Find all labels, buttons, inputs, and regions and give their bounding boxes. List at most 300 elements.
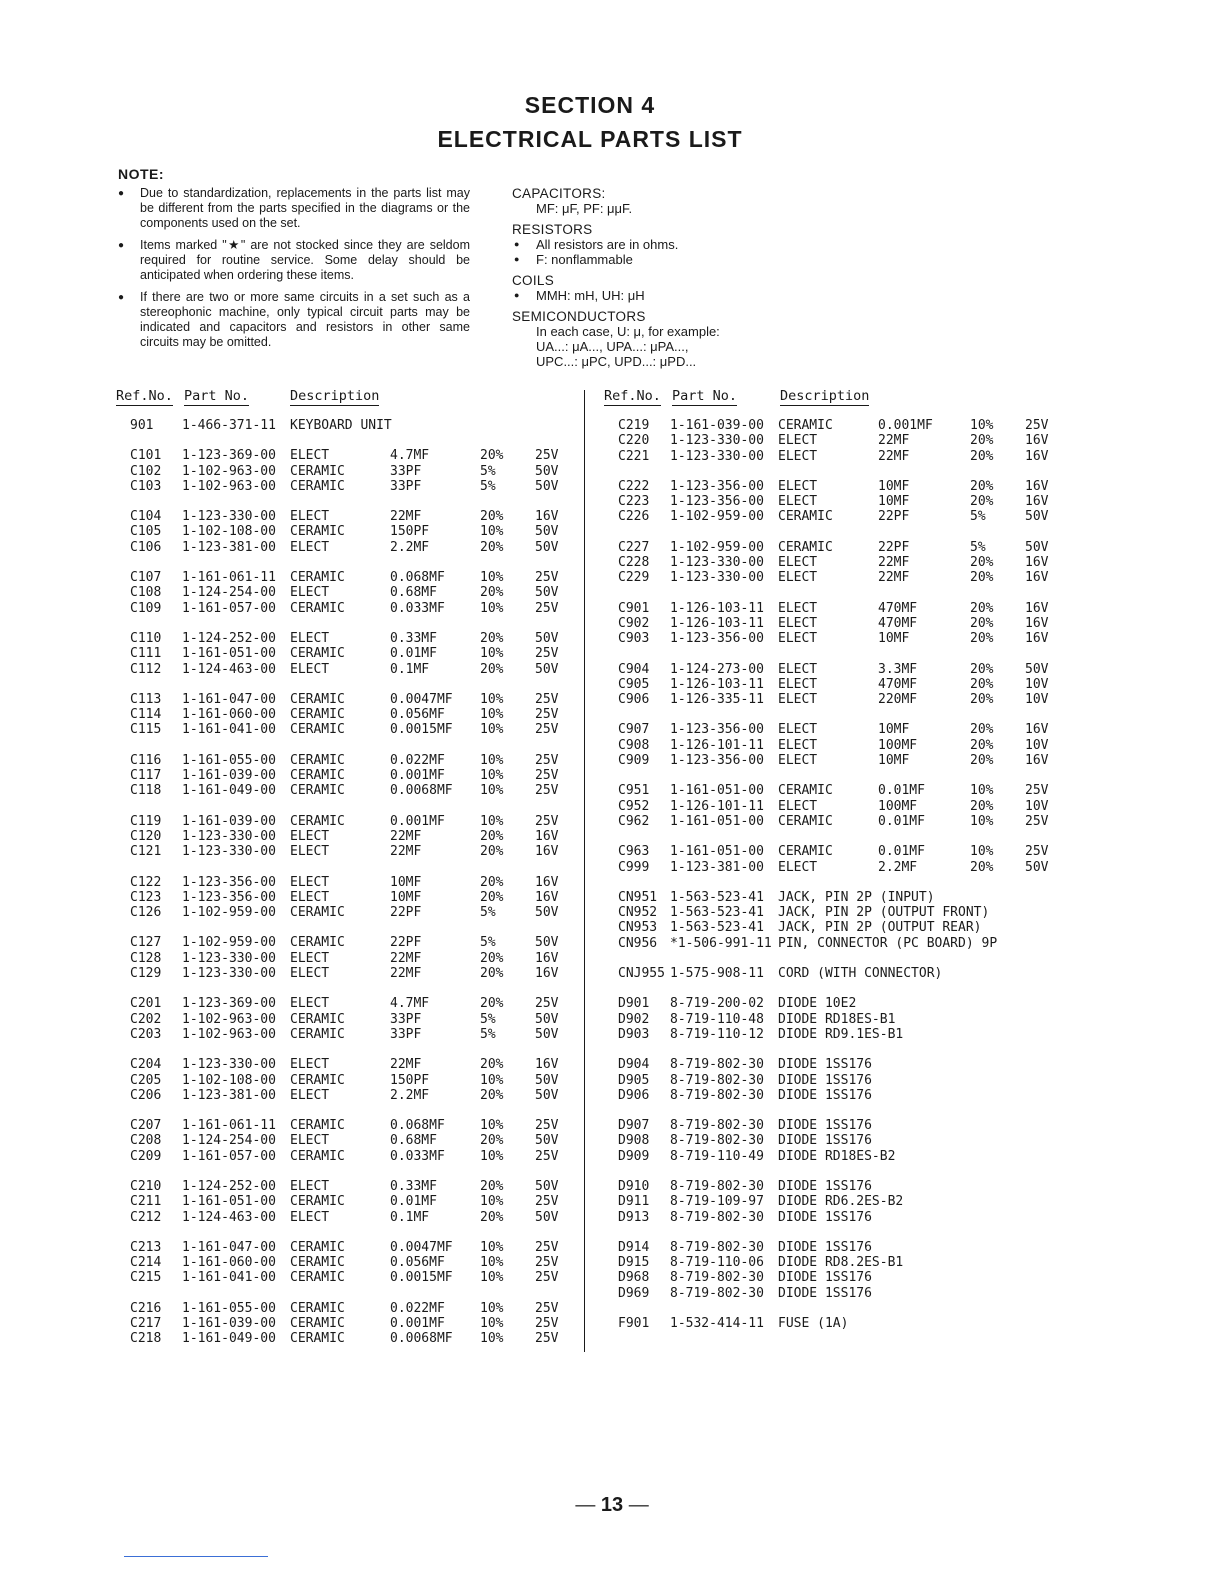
description-cell: DIODE 1SS176 xyxy=(778,1285,872,1301)
ref-no-cell: C104 xyxy=(130,509,162,525)
ref-no-cell: C120 xyxy=(130,828,162,844)
value-cell: 0.01MF xyxy=(390,646,437,662)
part-no-cell: 8-719-802-30 xyxy=(670,1133,764,1149)
tolerance-cell: 20% xyxy=(480,844,504,860)
table-row xyxy=(618,418,1058,433)
value-cell: 0.01MF xyxy=(878,844,925,860)
part-no-cell: 8-719-110-12 xyxy=(670,1026,764,1042)
description-cell: ELECT xyxy=(290,966,330,982)
description-cell: CERAMIC xyxy=(290,1239,345,1255)
abbreviation-legend xyxy=(512,186,812,369)
table-row xyxy=(618,890,1058,905)
table-row xyxy=(130,722,570,737)
ref-no-cell: C201 xyxy=(130,996,162,1012)
table-row xyxy=(130,1012,570,1027)
voltage-cell: 16V xyxy=(1025,478,1049,494)
ref-no-cell: C210 xyxy=(130,1178,162,1194)
table-row xyxy=(618,996,1058,1011)
part-no-cell: 1-161-057-00 xyxy=(182,600,276,616)
parts-group xyxy=(618,966,1058,981)
part-no-cell: 8-719-802-30 xyxy=(670,1118,764,1134)
tolerance-cell: 5% xyxy=(480,1026,496,1042)
table-row xyxy=(618,601,1058,616)
parts-group xyxy=(618,722,1058,768)
right-parts-column xyxy=(618,418,1058,1346)
part-no-cell: 1-161-051-00 xyxy=(670,844,764,860)
tolerance-cell: 10% xyxy=(480,646,504,662)
tolerance-cell: 10% xyxy=(970,844,994,860)
description-cell: CERAMIC xyxy=(290,768,345,784)
description-cell: CERAMIC xyxy=(290,1270,345,1286)
description-cell: CERAMIC xyxy=(290,463,345,479)
value-cell: 22MF xyxy=(878,555,910,571)
part-no-cell: 1-161-039-00 xyxy=(182,768,276,784)
description-cell: JACK, PIN 2P (OUTPUT REAR) xyxy=(778,920,982,936)
table-row xyxy=(618,509,1058,524)
part-no-cell: 1-126-101-11 xyxy=(670,737,764,753)
parts-group xyxy=(618,418,1058,464)
table-row xyxy=(618,1133,1058,1148)
page-dash: — xyxy=(628,1494,649,1516)
part-no-cell: 8-719-110-06 xyxy=(670,1255,764,1271)
page-number xyxy=(0,1494,1224,1517)
part-no-cell: 1-161-051-00 xyxy=(670,783,764,799)
value-cell: 0.68MF xyxy=(390,585,437,601)
tolerance-cell: 20% xyxy=(480,661,504,677)
description-cell: CERAMIC xyxy=(290,478,345,494)
table-row xyxy=(130,1316,570,1331)
parts-group xyxy=(130,509,570,555)
tolerance-cell: 10% xyxy=(480,524,504,540)
value-cell: 10MF xyxy=(390,874,422,890)
part-no-cell: 1-161-055-00 xyxy=(182,1300,276,1316)
description-cell: DIODE RD6.2ES-B2 xyxy=(778,1194,904,1210)
table-row xyxy=(618,1012,1058,1027)
part-no-cell: 1-161-051-00 xyxy=(670,813,764,829)
part-no-cell: 1-126-103-11 xyxy=(670,600,764,616)
part-no-cell: 1-161-061-11 xyxy=(182,1118,276,1134)
tolerance-cell: 10% xyxy=(480,570,504,586)
description-cell: ELECT xyxy=(290,661,330,677)
voltage-cell: 16V xyxy=(1025,722,1049,738)
table-row xyxy=(130,1331,570,1346)
tolerance-cell: 10% xyxy=(970,783,994,799)
ref-no-cell: D907 xyxy=(618,1118,650,1134)
table-row xyxy=(618,692,1058,707)
part-no-cell: 1-123-330-00 xyxy=(670,570,764,586)
parts-group xyxy=(130,814,570,860)
table-row xyxy=(130,1027,570,1042)
part-no-cell: 1-102-108-00 xyxy=(182,1072,276,1088)
value-cell: 2.2MF xyxy=(390,539,430,555)
part-no-cell: 1-563-523-41 xyxy=(670,889,764,905)
table-row xyxy=(130,1133,570,1148)
tolerance-cell: 20% xyxy=(970,661,994,677)
value-cell: 22MF xyxy=(390,828,422,844)
parts-group xyxy=(618,1316,1058,1331)
voltage-cell: 25V xyxy=(1025,418,1049,433)
value-cell: 0.1MF xyxy=(390,1209,430,1225)
voltage-cell: 25V xyxy=(535,1316,559,1332)
voltage-cell: 50V xyxy=(535,935,559,951)
table-row xyxy=(618,494,1058,509)
value-cell: 10MF xyxy=(878,478,910,494)
description-cell: ELECT xyxy=(778,570,818,586)
description-cell: ELECT xyxy=(778,448,818,464)
table-row xyxy=(130,1088,570,1103)
table-row xyxy=(618,966,1058,981)
value-cell: 470MF xyxy=(878,676,918,692)
part-no-cell: 1-102-108-00 xyxy=(182,524,276,540)
tolerance-cell: 10% xyxy=(480,1148,504,1164)
table-row xyxy=(618,738,1058,753)
tolerance-cell: 20% xyxy=(480,996,504,1012)
table-row xyxy=(130,479,570,494)
ref-no-cell: C906 xyxy=(618,692,650,708)
description-cell: ELECT xyxy=(290,539,330,555)
description-cell: DIODE 10E2 xyxy=(778,996,857,1012)
table-row xyxy=(618,570,1058,585)
part-no-cell: 1-161-047-00 xyxy=(182,1239,276,1255)
description-cell: ELECT xyxy=(290,828,330,844)
description-cell: CERAMIC xyxy=(290,752,345,768)
value-cell: 0.0068MF xyxy=(390,1331,453,1347)
part-no-cell: 1-532-414-11 xyxy=(670,1316,764,1332)
ref-no-cell: CN953 xyxy=(618,920,658,936)
ref-no-cell: C129 xyxy=(130,966,162,982)
parts-group xyxy=(130,631,570,677)
description-cell: ELECT xyxy=(778,692,818,708)
voltage-cell: 25V xyxy=(1025,783,1049,799)
tolerance-cell: 20% xyxy=(970,448,994,464)
value-cell: 10MF xyxy=(390,889,422,905)
coils-item: ● MMH: mH, UH: μH xyxy=(512,288,812,303)
part-no-cell: 8-719-802-30 xyxy=(670,1178,764,1194)
voltage-cell: 16V xyxy=(535,889,559,905)
ref-no-cell: C204 xyxy=(130,1057,162,1073)
ref-no-cell: C207 xyxy=(130,1118,162,1134)
part-no-cell: 8-719-802-30 xyxy=(670,1239,764,1255)
part-no-cell: 1-123-330-00 xyxy=(182,509,276,525)
part-no-cell: 1-123-330-00 xyxy=(182,844,276,860)
table-row xyxy=(130,464,570,479)
voltage-cell: 16V xyxy=(1025,600,1049,616)
table-row xyxy=(130,1270,570,1285)
description-cell: DIODE 1SS176 xyxy=(778,1178,872,1194)
voltage-cell: 16V xyxy=(535,1057,559,1073)
description-cell: JACK, PIN 2P (OUTPUT FRONT) xyxy=(778,905,990,921)
description-cell: CERAMIC xyxy=(290,1316,345,1332)
description-cell: ELECT xyxy=(778,676,818,692)
ref-no-cell: C105 xyxy=(130,524,162,540)
ref-no-cell: C901 xyxy=(618,600,650,616)
voltage-cell: 50V xyxy=(1025,539,1049,555)
description-cell: CERAMIC xyxy=(778,539,833,555)
voltage-cell: 50V xyxy=(535,463,559,479)
resistors-item: ● All resistors are in ohms. xyxy=(512,237,812,252)
tolerance-cell: 20% xyxy=(480,874,504,890)
ref-no-cell: C111 xyxy=(130,646,162,662)
value-cell: 10MF xyxy=(878,722,910,738)
table-row xyxy=(130,646,570,661)
description-cell: DIODE 1SS176 xyxy=(778,1118,872,1134)
table-row xyxy=(130,1255,570,1270)
tolerance-cell: 10% xyxy=(480,1331,504,1347)
ref-no-cell: C107 xyxy=(130,570,162,586)
tolerance-cell: 5% xyxy=(480,478,496,494)
table-row xyxy=(618,1255,1058,1270)
tolerance-cell: 20% xyxy=(480,585,504,601)
table-row xyxy=(618,662,1058,677)
voltage-cell: 16V xyxy=(535,509,559,525)
part-no-cell: 1-126-103-11 xyxy=(670,615,764,631)
description-cell: DIODE 1SS176 xyxy=(778,1057,872,1073)
tolerance-cell: 20% xyxy=(970,798,994,814)
parts-group xyxy=(618,996,1058,1042)
description-cell: DIODE 1SS176 xyxy=(778,1239,872,1255)
description-cell: CERAMIC xyxy=(290,1026,345,1042)
table-row xyxy=(130,448,570,463)
part-no-cell: 1-161-049-00 xyxy=(182,1331,276,1347)
left-parts-column xyxy=(130,418,570,1362)
ref-no-cell: C218 xyxy=(130,1331,162,1347)
table-row xyxy=(130,1057,570,1072)
parts-group xyxy=(130,935,570,981)
value-cell: 0.33MF xyxy=(390,630,437,646)
description-cell: ELECT xyxy=(290,585,330,601)
part-no-cell: 1-102-959-00 xyxy=(182,905,276,921)
value-cell: 0.01MF xyxy=(390,1194,437,1210)
value-cell: 22MF xyxy=(390,950,422,966)
ref-no-cell: D905 xyxy=(618,1072,650,1088)
part-no-cell: 1-123-381-00 xyxy=(182,1087,276,1103)
voltage-cell: 10V xyxy=(1025,676,1049,692)
voltage-cell: 25V xyxy=(535,1331,559,1347)
table-row xyxy=(130,951,570,966)
ref-no-cell: C213 xyxy=(130,1239,162,1255)
description-cell: CERAMIC xyxy=(290,1118,345,1134)
value-cell: 2.2MF xyxy=(390,1087,430,1103)
value-cell: 0.056MF xyxy=(390,1255,445,1271)
tolerance-cell: 20% xyxy=(480,509,504,525)
description-header: Description xyxy=(780,388,870,404)
part-no-cell: 1-102-963-00 xyxy=(182,478,276,494)
ref-no-cell: C962 xyxy=(618,813,650,829)
tolerance-cell: 10% xyxy=(480,1270,504,1286)
value-cell: 10MF xyxy=(878,631,910,647)
description-cell: ELECT xyxy=(290,874,330,890)
voltage-cell: 50V xyxy=(535,539,559,555)
value-cell: 0.0015MF xyxy=(390,722,453,738)
semiconductors-heading: SEMICONDUCTORS xyxy=(512,309,646,324)
voltage-cell: 25V xyxy=(535,996,559,1012)
description-cell: CERAMIC xyxy=(290,1011,345,1027)
table-row xyxy=(618,860,1058,875)
part-no-cell: 1-126-103-11 xyxy=(670,676,764,692)
tolerance-cell: 20% xyxy=(480,448,504,464)
voltage-cell: 16V xyxy=(1025,448,1049,464)
part-no-cell: 1-123-330-00 xyxy=(670,433,764,449)
table-row xyxy=(130,1149,570,1164)
part-no-cell: 1-102-959-00 xyxy=(182,935,276,951)
voltage-cell: 50V xyxy=(1025,859,1049,875)
table-row xyxy=(130,540,570,555)
table-row xyxy=(618,449,1058,464)
description-cell: KEYBOARD UNIT xyxy=(290,418,392,433)
ref-no-cell: C905 xyxy=(618,676,650,692)
voltage-cell: 25V xyxy=(535,1148,559,1164)
value-cell: 33PF xyxy=(390,463,422,479)
description-cell: ELECT xyxy=(778,555,818,571)
value-cell: 0.0068MF xyxy=(390,783,453,799)
table-row xyxy=(618,936,1058,951)
tolerance-cell: 10% xyxy=(480,813,504,829)
value-cell: 0.001MF xyxy=(878,418,933,433)
part-no-cell: 1-123-356-00 xyxy=(670,494,764,510)
value-cell: 0.033MF xyxy=(390,600,445,616)
ref-no-cell: D906 xyxy=(618,1087,650,1103)
tolerance-cell: 10% xyxy=(970,418,994,433)
value-cell: 0.001MF xyxy=(390,768,445,784)
value-cell: 22MF xyxy=(878,570,910,586)
tolerance-cell: 10% xyxy=(480,1118,504,1134)
part-no-cell: 1-123-369-00 xyxy=(182,996,276,1012)
table-row xyxy=(618,1027,1058,1042)
voltage-cell: 25V xyxy=(535,1118,559,1134)
tolerance-cell: 10% xyxy=(480,722,504,738)
value-cell: 0.022MF xyxy=(390,752,445,768)
part-no-cell: 1-575-908-11 xyxy=(670,966,764,982)
part-no-cell: 8-719-802-30 xyxy=(670,1209,764,1225)
value-cell: 0.0015MF xyxy=(390,1270,453,1286)
part-no-cell: 1-124-273-00 xyxy=(670,661,764,677)
part-no-cell: 1-161-051-00 xyxy=(182,646,276,662)
part-no-cell: 1-123-356-00 xyxy=(670,478,764,494)
tolerance-cell: 20% xyxy=(480,539,504,555)
value-cell: 4.7MF xyxy=(390,448,430,464)
parts-group xyxy=(618,844,1058,875)
voltage-cell: 50V xyxy=(535,1178,559,1194)
table-row xyxy=(130,814,570,829)
voltage-cell: 50V xyxy=(535,1011,559,1027)
value-cell: 0.68MF xyxy=(390,1133,437,1149)
tolerance-cell: 20% xyxy=(970,570,994,586)
voltage-cell: 16V xyxy=(1025,433,1049,449)
ref-no-cell: C118 xyxy=(130,783,162,799)
ref-no-header: Ref.No. xyxy=(604,388,661,404)
table-row xyxy=(618,1316,1058,1331)
ref-no-cell: C903 xyxy=(618,631,650,647)
ref-no-cell: C229 xyxy=(618,570,650,586)
table-row xyxy=(130,585,570,600)
ref-no-cell: C108 xyxy=(130,585,162,601)
value-cell: 0.01MF xyxy=(878,813,925,829)
part-no-cell: 1-563-523-41 xyxy=(670,920,764,936)
description-cell: ELECT xyxy=(778,859,818,875)
part-no-cell: 1-126-335-11 xyxy=(670,692,764,708)
tolerance-cell: 20% xyxy=(480,966,504,982)
voltage-cell: 16V xyxy=(535,966,559,982)
tolerance-cell: 20% xyxy=(970,676,994,692)
tolerance-cell: 10% xyxy=(480,768,504,784)
voltage-cell: 25V xyxy=(535,707,559,723)
tolerance-cell: 10% xyxy=(480,1194,504,1210)
parts-group xyxy=(130,570,570,616)
voltage-cell: 10V xyxy=(1025,692,1049,708)
ref-no-cell: C109 xyxy=(130,600,162,616)
description-cell: CERAMIC xyxy=(290,1255,345,1271)
voltage-cell: 16V xyxy=(535,950,559,966)
description-cell: ELECT xyxy=(778,600,818,616)
part-no-cell: 1-161-060-00 xyxy=(182,1255,276,1271)
part-no-cell: 1-124-463-00 xyxy=(182,661,276,677)
table-row xyxy=(130,1210,570,1225)
parts-group xyxy=(618,540,1058,586)
ref-no-cell: C217 xyxy=(130,1316,162,1332)
description-cell: DIODE RD8.2ES-B1 xyxy=(778,1255,904,1271)
description-cell: DIODE 1SS176 xyxy=(778,1270,872,1286)
value-cell: 22MF xyxy=(390,966,422,982)
part-no-cell: 1-123-369-00 xyxy=(182,448,276,464)
tolerance-cell: 5% xyxy=(480,905,496,921)
table-row xyxy=(618,814,1058,829)
parts-group xyxy=(618,601,1058,647)
ref-no-cell: C963 xyxy=(618,844,650,860)
tolerance-cell: 20% xyxy=(970,600,994,616)
table-row xyxy=(618,540,1058,555)
tolerance-cell: 10% xyxy=(480,783,504,799)
table-row xyxy=(130,524,570,539)
tolerance-cell: 20% xyxy=(970,737,994,753)
ref-no-cell: D902 xyxy=(618,1011,650,1027)
parts-group xyxy=(618,1057,1058,1103)
ref-no-cell: C214 xyxy=(130,1255,162,1271)
description-cell: ELECT xyxy=(778,478,818,494)
value-cell: 0.068MF xyxy=(390,570,445,586)
value-cell: 0.001MF xyxy=(390,813,445,829)
voltage-cell: 25V xyxy=(535,570,559,586)
value-cell: 22MF xyxy=(390,1057,422,1073)
voltage-cell: 50V xyxy=(535,661,559,677)
part-no-cell: 1-102-963-00 xyxy=(182,1026,276,1042)
part-no-cell: 1-123-356-00 xyxy=(670,753,764,769)
value-cell: 470MF xyxy=(878,615,918,631)
value-cell: 3.3MF xyxy=(878,661,918,677)
ref-no-cell: D915 xyxy=(618,1255,650,1271)
ref-no-cell: D908 xyxy=(618,1133,650,1149)
table-row xyxy=(618,753,1058,768)
table-row xyxy=(130,1179,570,1194)
description-cell: DIODE 1SS176 xyxy=(778,1133,872,1149)
ref-no-cell: C951 xyxy=(618,783,650,799)
tolerance-cell: 20% xyxy=(970,555,994,571)
parts-group xyxy=(618,890,1058,951)
ref-no-cell: C123 xyxy=(130,889,162,905)
description-cell: ELECT xyxy=(290,448,330,464)
value-cell: 0.001MF xyxy=(390,1316,445,1332)
voltage-cell: 25V xyxy=(535,646,559,662)
part-no-cell: 1-124-252-00 xyxy=(182,1178,276,1194)
value-cell: 0.0047MF xyxy=(390,691,453,707)
tolerance-cell: 20% xyxy=(970,692,994,708)
part-no-cell: *1-506-991-11 xyxy=(670,935,772,951)
tolerance-cell: 20% xyxy=(480,889,504,905)
voltage-cell: 50V xyxy=(535,1133,559,1149)
description-cell: DIODE RD18ES-B2 xyxy=(778,1148,896,1164)
description-cell: CERAMIC xyxy=(290,691,345,707)
value-cell: 22MF xyxy=(390,509,422,525)
table-row xyxy=(618,677,1058,692)
